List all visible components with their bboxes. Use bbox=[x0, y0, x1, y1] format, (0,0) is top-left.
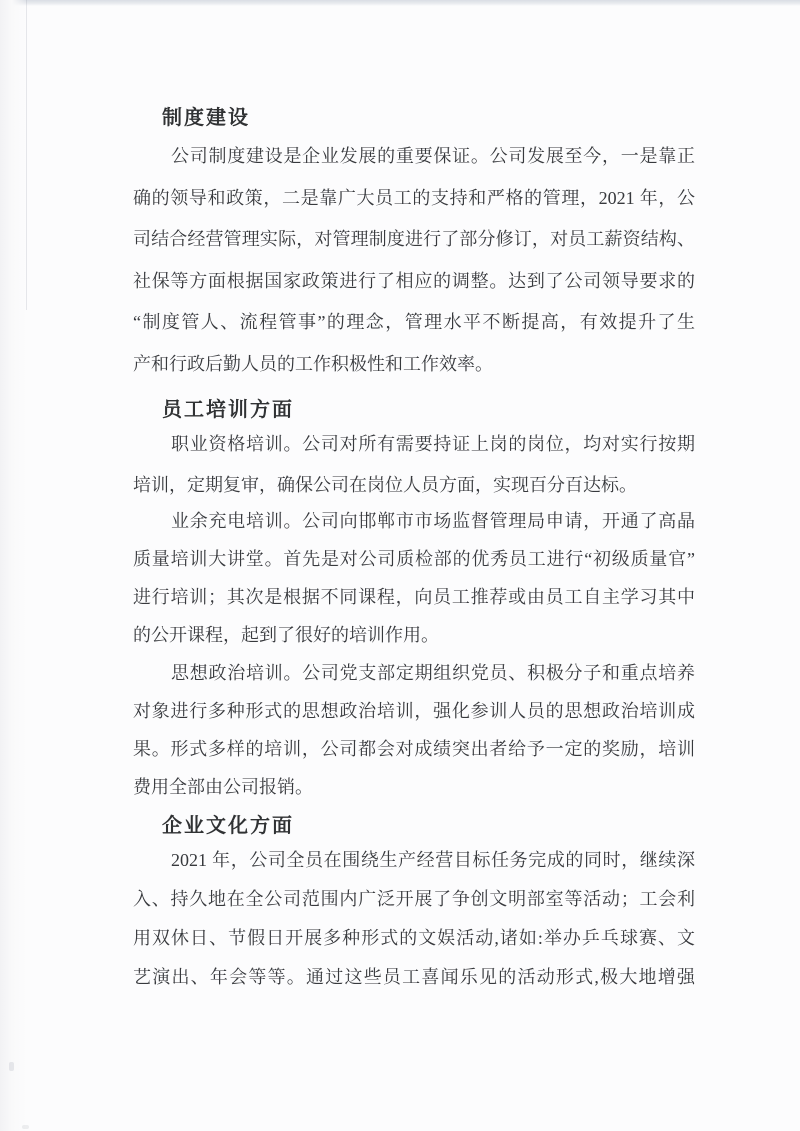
paragraph bbox=[133, 502, 695, 654]
text-line: 艺演出、年会等等。通过这些员工喜闻乐见的活动形式,极大地增强 bbox=[133, 966, 695, 987]
paragraph bbox=[133, 654, 695, 806]
text-line: 司结合经营管理实际，对管理制度进行了部分修订，对员工薪资结构、 bbox=[133, 229, 695, 249]
text-line: “制度管人、流程管事”的理念，管理水平不断提高，有效提升了生 bbox=[133, 312, 695, 332]
text-line: 质量培训大讲堂。首先是对公司质检部的优秀员工进行“初级质量官” bbox=[133, 549, 695, 569]
text-line: 的公开课程，起到了很好的培训作用。 bbox=[133, 625, 439, 645]
scan-speck bbox=[9, 1062, 14, 1071]
text-line: 公司制度建设是企业发展的重要保证。公司发展至今，一是靠正 bbox=[171, 146, 695, 166]
text-line: 业余充电培训。公司向邯郸市市场监督管理局申请，开通了高晶 bbox=[171, 511, 695, 531]
text-line: 2021 年，公司全员在围绕生产经营目标任务完成的同时，继续深 bbox=[171, 849, 695, 870]
scan-speck bbox=[22, 1125, 29, 1129]
text-line: 费用全部由公司报销。 bbox=[133, 777, 313, 797]
text-line: 思想政治培训。公司党支部定期组织党员、积极分子和重点培养 bbox=[171, 663, 695, 683]
paragraph bbox=[133, 424, 695, 506]
text-line: 职业资格培训。公司对所有需要持证上岗的岗位，均对实行按期 bbox=[171, 434, 695, 454]
text-line: 果。形式多样的培训，公司都会对成绩突出者给予一定的奖励，培训 bbox=[133, 739, 695, 759]
paragraph bbox=[133, 136, 695, 385]
document-body bbox=[133, 0, 695, 997]
section-heading-employee-training: 员工培训方面 bbox=[162, 399, 294, 421]
text-line: 入、持久地在全公司范围内广泛开展了争创文明部室等活动；工会利 bbox=[133, 888, 695, 909]
section-heading-system-building: 制度建设 bbox=[162, 107, 250, 129]
text-line: 产和行政后勤人员的工作积极性和工作效率。 bbox=[133, 353, 493, 374]
paragraph bbox=[133, 841, 695, 997]
text-line: 进行培训；其次是根据不同课程，向员工推荐或由员工自主学习其中 bbox=[133, 587, 695, 607]
scan-left-line bbox=[26, 0, 27, 310]
text-line: 用双休日、节假日开展多种形式的文娱活动,诸如:举办乒乓球赛、文 bbox=[133, 927, 695, 948]
section-heading-corporate-culture: 企业文化方面 bbox=[162, 815, 294, 837]
text-line: 社保等方面根据国家政策进行了相应的调整。达到了公司领导要求的 bbox=[133, 270, 695, 291]
text-line: 培训，定期复审，确保公司在岗位人员方面，实现百分百达标。 bbox=[133, 475, 637, 495]
text-line: 对象进行多种形式的思想政治培训，强化参训人员的思想政治培训成 bbox=[133, 701, 695, 721]
text-line: 确的领导和政策，二是靠广大员工的支持和严格的管理，2021 年，公 bbox=[133, 187, 695, 208]
